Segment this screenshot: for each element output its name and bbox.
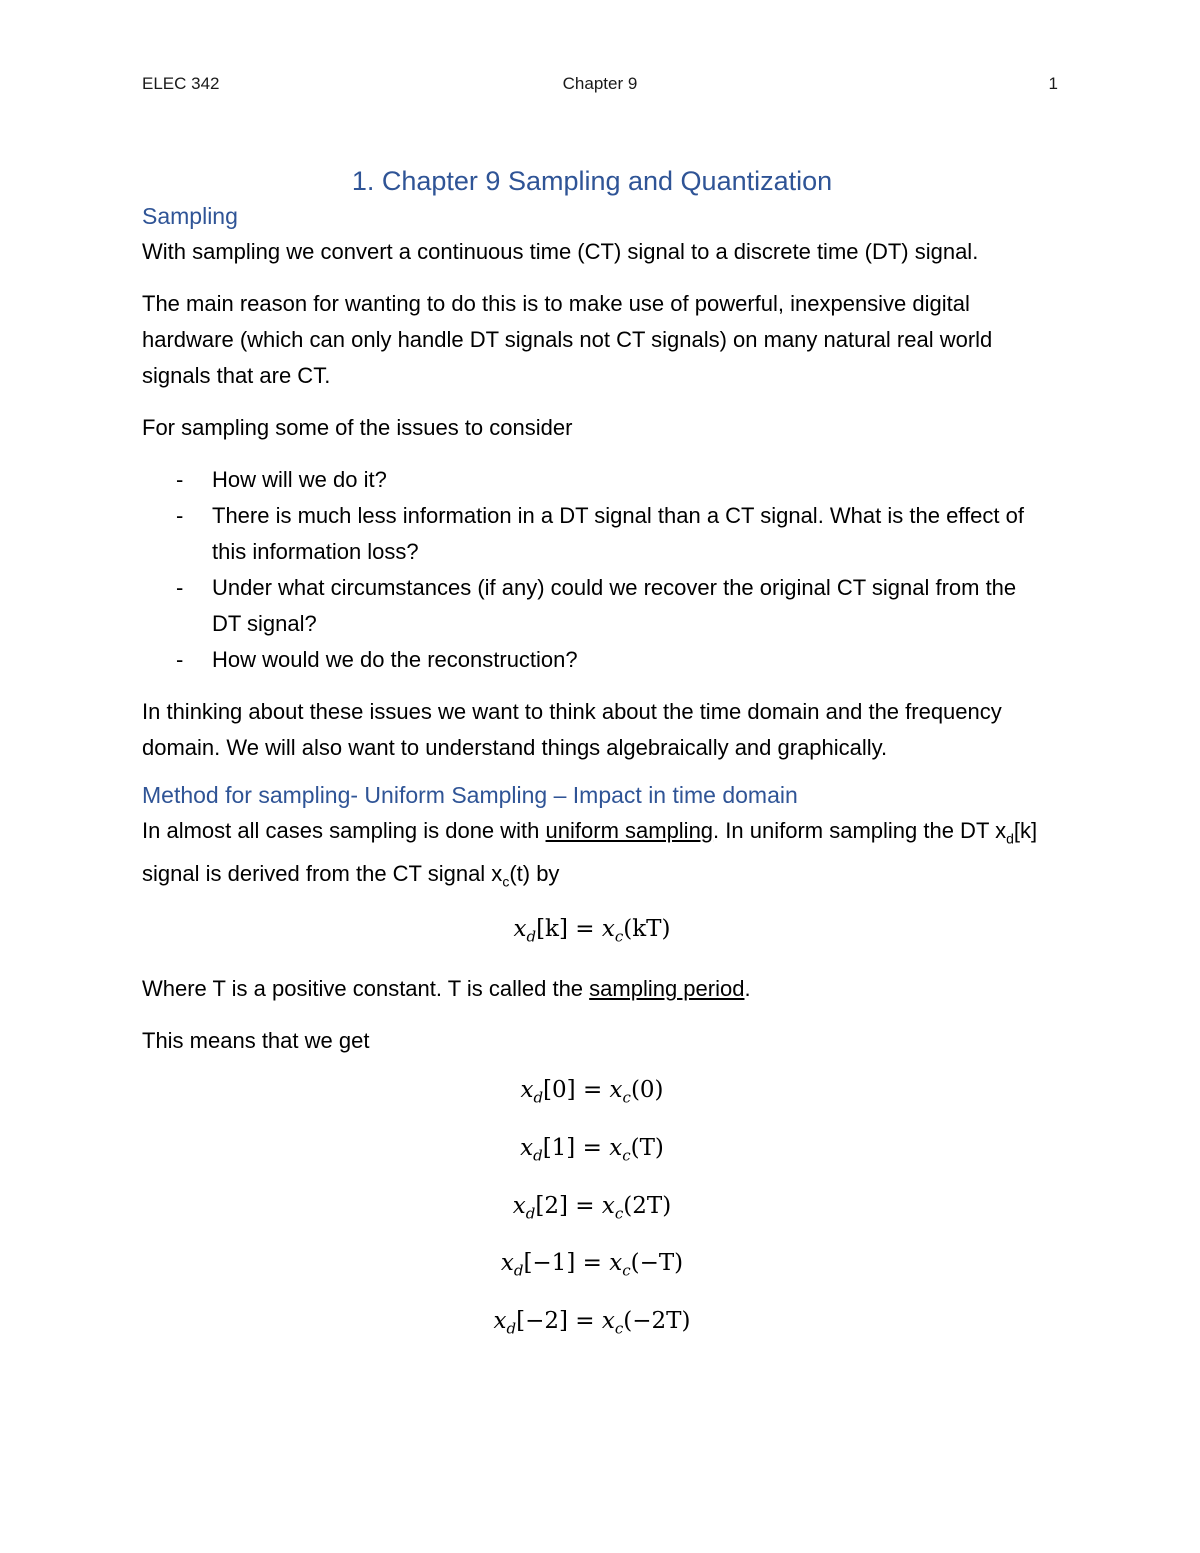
paragraph-this-means: This means that we get bbox=[142, 1028, 370, 1054]
paragraph-intro: With sampling we convert a continuous time (CT) signal to a discrete time (DT) signal. bbox=[142, 239, 979, 264]
equation-sample: $x_d[0] = x_c(0)$ bbox=[520, 1077, 664, 1107]
list-item-text: How will we do it? bbox=[212, 467, 387, 492]
section-heading-method: Method for sampling- Uniform Sampling – Impact in time domain bbox=[142, 782, 798, 808]
paragraph-domains: In thinking about these issues we want to think about the time domain and the frequency domain. We will also want to understand things algebraically and graphically. bbox=[142, 699, 1002, 760]
paragraph-issues: For sampling some of the issues to consider bbox=[142, 415, 573, 440]
bullet-dash: - bbox=[176, 503, 184, 528]
list-item bbox=[142, 570, 1042, 642]
paragraph-reason: The main reason for wanting to do this is to make use of powerful, inexpensive digital hardware (which can only handle DT signals not CT signals) on many natural real world signals that are CT. bbox=[142, 291, 993, 388]
term-sampling-period: sampling period bbox=[589, 976, 745, 1002]
equation-sampling-definition: $x_d[k] = x_c(kT)$ bbox=[513, 915, 671, 946]
bullet-dash: - bbox=[176, 647, 184, 672]
equation-sample: $x_d[2] = x_c(2T)$ bbox=[512, 1192, 672, 1223]
list-item-text: Under what circumstances (if any) could we recover the original CT signal from the DT signal? bbox=[212, 575, 1017, 636]
document-body bbox=[142, 166, 1042, 1363]
page-title: 1. Chapter 9 Sampling and Quantization bbox=[351, 166, 833, 196]
list-item bbox=[142, 462, 1042, 498]
equation-sample: $x_d[-1] = x_c(-T)$ bbox=[500, 1250, 684, 1280]
paragraph-sampling-period: Where T is a positive constant. T is called the sampling period. bbox=[142, 976, 751, 1002]
header-course: ELEC 342 bbox=[142, 74, 220, 93]
header-page-number: 1 bbox=[1048, 74, 1058, 93]
term-uniform-sampling: uniform sampling bbox=[545, 818, 714, 843]
list-item-text: There is much less information in a DT signal than a CT signal. What is the effect of this information loss? bbox=[212, 503, 1024, 564]
list-item bbox=[142, 498, 1042, 570]
paragraph-uniform-sampling: In almost all cases sampling is done with uniform sampling. In uniform sampling the DT $x_d[k]$ signal is derived from the CT signal $x_c(t)$ by bbox=[142, 818, 1038, 890]
section-heading-sampling: Sampling bbox=[142, 203, 238, 229]
equation-sample: $x_d[1] = x_c(T)$ bbox=[520, 1134, 664, 1165]
issues-list bbox=[142, 462, 1042, 678]
list-item bbox=[142, 642, 1042, 678]
list-item-text: How would we do the reconstruction? bbox=[212, 647, 578, 672]
bullet-dash: - bbox=[176, 467, 184, 492]
equation-sample: $x_d[-2] = x_c(-2T)$ bbox=[493, 1307, 691, 1338]
header-chapter: Chapter 9 bbox=[562, 74, 638, 93]
equation-list bbox=[142, 1075, 1042, 1343]
bullet-dash: - bbox=[176, 575, 184, 600]
